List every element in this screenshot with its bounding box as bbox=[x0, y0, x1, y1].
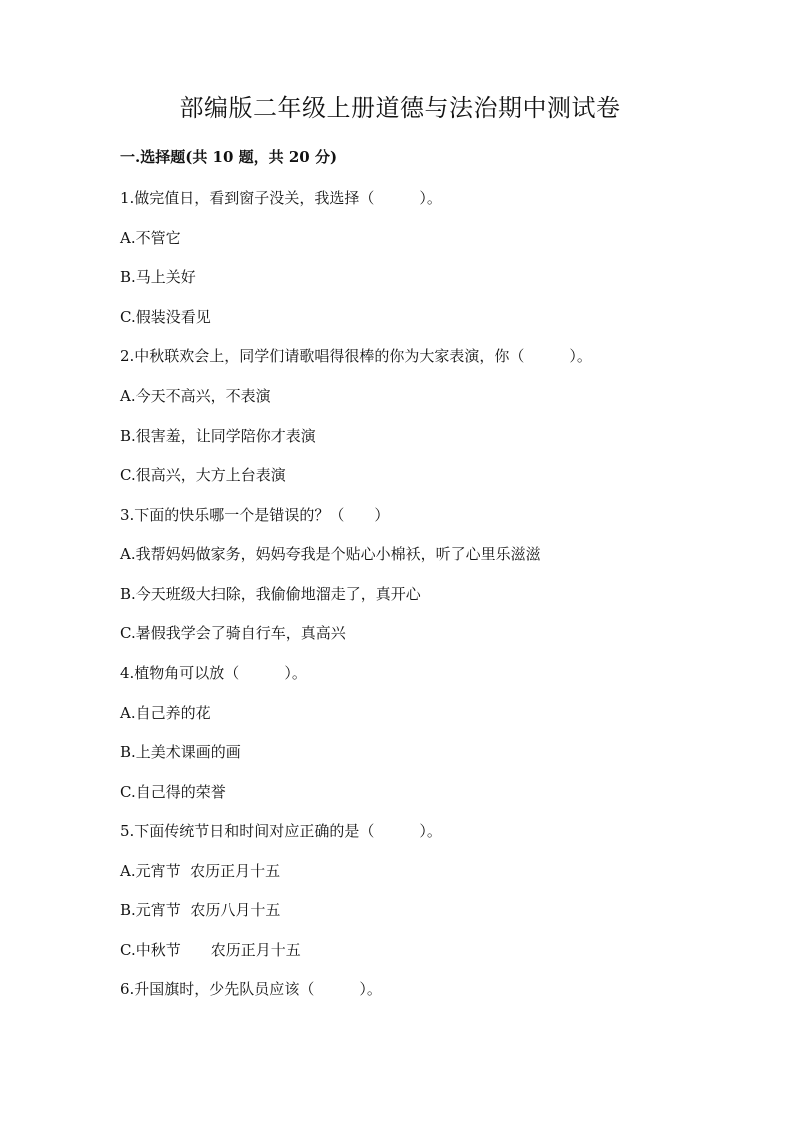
question-2-option-c: C.很高兴，大方上台表演 bbox=[120, 466, 286, 484]
question-1-stem: 1.做完值日，看到窗子没关，我选择（ ）。 bbox=[120, 189, 442, 207]
question-2-option-b: B.很害羞，让同学陪你才表演 bbox=[120, 427, 316, 445]
question-1-option-c: C.假装没看见 bbox=[120, 308, 211, 326]
question-2-stem: 2.中秋联欢会上，同学们请歌唱得很棒的你为大家表演，你（ ）。 bbox=[120, 347, 592, 365]
question-5-option-b: B.元宵节 农历八月十五 bbox=[120, 901, 281, 919]
question-2-option-a: A.今天不高兴，不表演 bbox=[120, 387, 271, 405]
question-5-stem: 5.下面传统节日和时间对应正确的是（ ）。 bbox=[120, 822, 442, 840]
question-1-option-a: A.不管它 bbox=[120, 229, 181, 247]
question-6-stem: 6.升国旗时，少先队员应该（ ）。 bbox=[120, 980, 382, 998]
question-1-option-b: B.马上关好 bbox=[120, 268, 196, 286]
question-5-option-a: A.元宵节 农历正月十五 bbox=[120, 862, 281, 880]
question-4-stem: 4.植物角可以放（ ）。 bbox=[120, 664, 307, 682]
section-heading: 一.选择题(共 10 题，共 20 分) bbox=[120, 148, 338, 166]
question-5-option-c: C.中秋节 农历正月十五 bbox=[120, 941, 301, 959]
question-3-option-b: B.今天班级大扫除，我偷偷地溜走了，真开心 bbox=[120, 585, 421, 603]
question-3-option-a: A.我帮妈妈做家务，妈妈夸我是个贴心小棉袄，听了心里乐滋滋 bbox=[120, 545, 541, 563]
page-title: 部编版二年级上册道德与法治期中测试卷 bbox=[179, 94, 621, 122]
question-3-stem: 3.下面的快乐哪一个是错误的？（ ） bbox=[120, 506, 390, 524]
question-4-option-c: C.自己得的荣誉 bbox=[120, 783, 226, 801]
question-4-option-b: B.上美术课画的画 bbox=[120, 743, 241, 761]
question-4-option-a: A.自己养的花 bbox=[120, 704, 211, 722]
question-3-option-c: C.暑假我学会了骑自行车，真高兴 bbox=[120, 624, 346, 642]
